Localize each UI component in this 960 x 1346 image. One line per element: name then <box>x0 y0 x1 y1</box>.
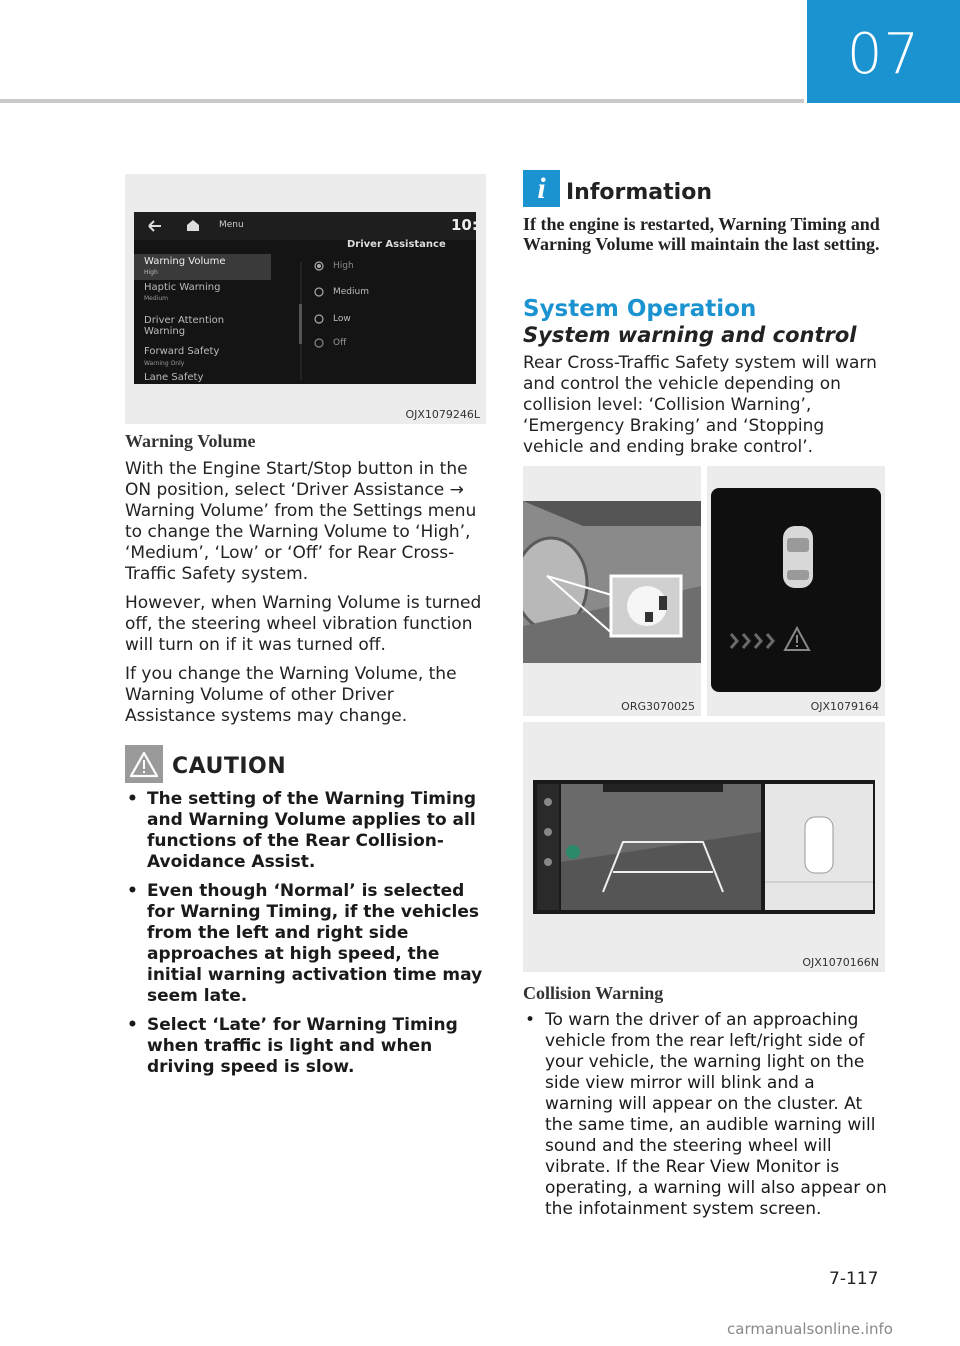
figure-cluster <box>707 466 885 716</box>
bullet: • <box>127 881 138 901</box>
chapter-tab: 07 <box>807 0 960 103</box>
warning-triangle-icon <box>125 745 163 783</box>
list-item: • The setting of the Warning Timing and Warning Volume applies to all functions of the Rear Collision-Avoidance Assist. <box>127 789 477 872</box>
list-item: • To warn the driver of an approaching vehicle from the rear left/right side of your vehicle, the warning light on the side view mirror will blink and a warning will appear on the cluster. At the same time, an audible warning will sound and the steering wheel will vibrate. If the Rear View Monitor is operating, a warning will also appear on the infotainment system screen. <box>525 1010 887 1219</box>
figure-warning-volume-screen <box>125 174 486 424</box>
side-mirror-image <box>523 466 701 716</box>
caution-list <box>125 789 491 1086</box>
information-text: If the engine is restarted, Warning Timing and Warning Volume will maintain the last setting. <box>523 214 880 254</box>
bullet: • <box>127 1015 138 1035</box>
list-item: • Even though ‘Normal’ is selected for Warning Timing, if the vehicles from the left and right side approaches at high speed, the initial warning activation time may seem late. <box>127 881 483 1006</box>
system-operation-heading: System Operation <box>523 296 757 322</box>
collision-warning-heading: Collision Warning <box>523 983 664 1003</box>
paragraph: With the Engine Start/Stop button in the ON position, select ‘Driver Assistance → Warning Volume’ from the Settings menu to change the Warning Volume to ‘High’, ‘Medium’, ‘Low’ or ‘Off’ for Rear Cross-Traffic Safety system. <box>125 459 477 584</box>
screen-item-sub: Medium <box>144 295 168 302</box>
screen-item-label: Lane Safety <box>144 372 204 383</box>
screen-option: Medium <box>333 287 369 297</box>
screen-item-sub: High <box>144 269 158 276</box>
figure-caption: ORG3070025 <box>621 700 695 713</box>
page-number: 7-117 <box>829 1269 879 1289</box>
collision-warning-list <box>523 1010 887 1228</box>
figure-caption: OJX1070166N <box>802 956 879 969</box>
warning-indicator-icon <box>566 845 580 859</box>
screen-option: Low <box>333 314 351 324</box>
screen-option: Off <box>333 338 347 348</box>
screen-item-label: Forward Safety <box>144 346 220 357</box>
bullet: • <box>525 1010 536 1030</box>
system-operation-text: Rear Cross-Traffic Safety system will warn and control the vehicle depending on collision level: ‘Collision Warning’, ‘Emergency Braking’ and ‘Stopping vehicle and ending brake control’. <box>523 353 877 457</box>
screen-item-label: Driver Attention <box>144 315 225 326</box>
screen-item-sub: Warning Only <box>144 360 185 367</box>
screen-menu-label: Menu <box>219 220 244 230</box>
figure-caption: OJX1079164 <box>810 700 879 713</box>
info-icon: i <box>523 170 560 207</box>
settings-screen-image <box>125 174 486 424</box>
information-title: Information <box>566 180 712 205</box>
list-item: • Select ‘Late’ for Warning Timing when traffic is light and when driving speed is slow. <box>127 1015 458 1077</box>
screen-option: High <box>333 261 354 271</box>
caution-icon-box <box>125 745 163 783</box>
watermark: carmanualsonline.info <box>727 1320 893 1338</box>
cluster-image <box>707 466 885 716</box>
screen-item-label: Haptic Warning <box>144 282 221 293</box>
screen-panel-title: Driver Assistance <box>347 239 446 250</box>
paragraph: However, when Warning Volume is turned off, the steering wheel vibration function will turn on if it was turned off. <box>125 593 482 655</box>
warning-volume-body <box>125 459 488 735</box>
paragraph: If you change the Warning Volume, the Warning Volume of other Driver Assistance systems may change. <box>125 664 457 726</box>
caution-title: CAUTION <box>172 754 287 779</box>
screen-item-label: Warning Volume <box>144 256 226 267</box>
system-operation-subheading: System warning and control <box>523 323 857 347</box>
chapter-rule <box>0 99 804 103</box>
warning-volume-heading: Warning Volume <box>125 431 256 451</box>
screen-time: 10: <box>451 216 478 234</box>
figure-rear-view-monitor <box>523 722 885 972</box>
rear-view-monitor-image <box>523 722 885 972</box>
figure-side-mirror <box>523 466 701 716</box>
screen-item-sub: Warning <box>144 326 186 337</box>
bullet: • <box>127 789 138 809</box>
figure-caption: OJX1079246L <box>405 408 480 421</box>
